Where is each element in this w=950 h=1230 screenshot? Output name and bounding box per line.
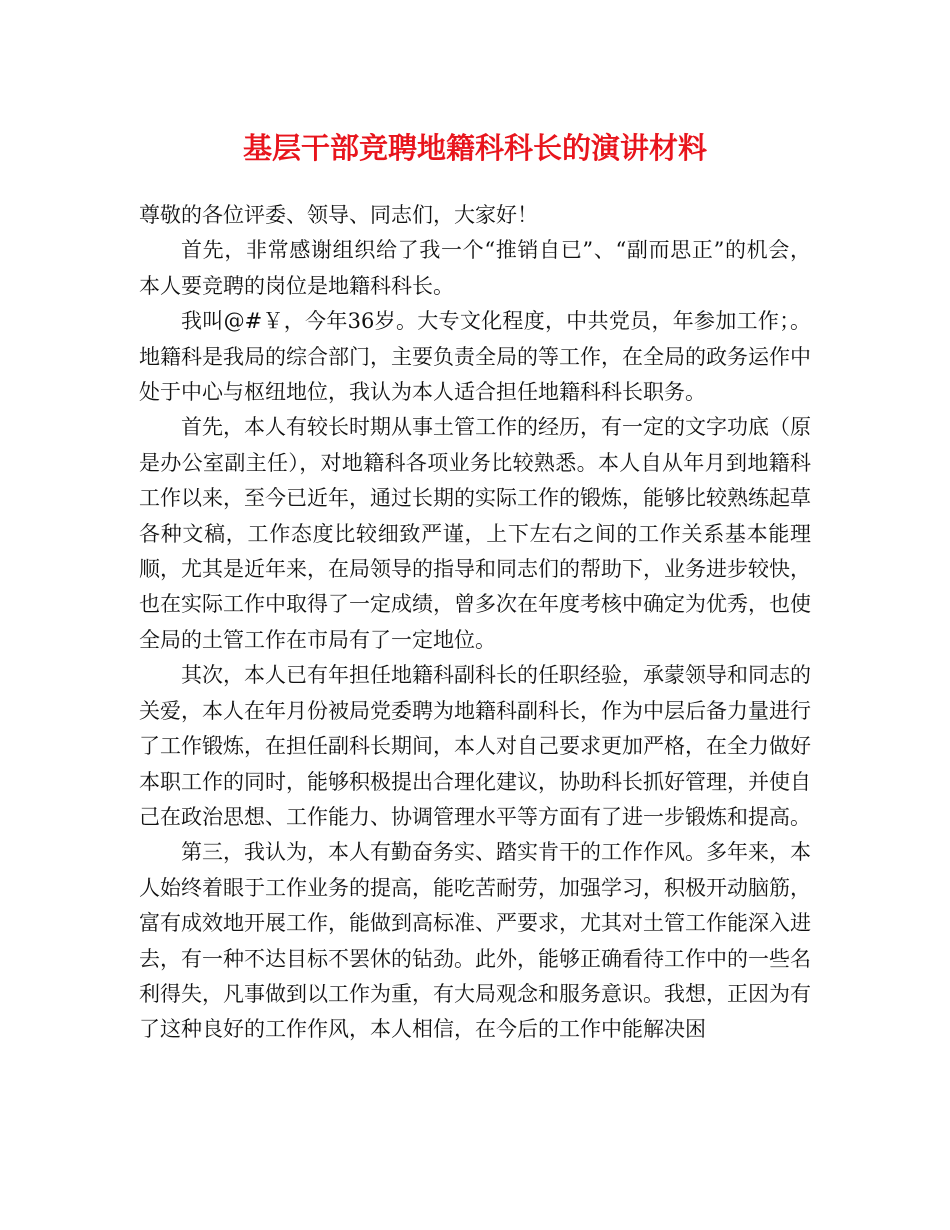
paragraph-thanks: 首先，非常感谢组织给了我一个“推销自已”、“副而思正”的机会，本人要竞聘的岗位是地籍科科长。 <box>139 238 811 298</box>
paragraph-work-style: 第三，我认为，本人有勤奋务实、踏实肯干的工作作风。多年来，本人始终着眼于工作业务的提高，能吃苦耐劳，加强学习，积极开动脑筋，富有成效地开展工作，能做到高标准、严要求，尤其对土管工作能深入进去，有一种不达目标不罢休的钻劲。此外，能够正确看待工作中的一些名利得失，凡事做到以工作为重，有大局观念和服务意识。我想，正因为有了这种良好的工作作风，本人相信，在今后的工作中能解决困 <box>139 840 811 1042</box>
document-body <box>139 198 811 1048</box>
paragraph-experience: 首先，本人有较长时期从事土管工作的经历，有一定的文字功底（原是办公室副主任），对地籍科各项业务比较熟悉。本人自从年月到地籍科工作以来，至今已近年，通过长期的实际工作的锻炼，能够比较熟练起草各种文稿，工作态度比较细致严谨，上下左右之间的工作关系基本能理顺，尤其是近年来，在局领导的指导和同志们的帮助下，业务进步较快，也在实际工作中取得了一定成绩，曾多次在年度考核中确定为优秀，也使全局的土管工作在市局有了一定地位。 <box>139 415 811 652</box>
paragraph-deputy-experience: 其次，本人已有年担任地籍科副科长的任职经验，承蒙领导和同志的关爱，本人在年月份被局党委聘为地籍科副科长，作为中层后备力量进行了工作锻炼，在担任副科长期间，本人对自己要求更加严格，在全力做好本职工作的同时，能够积极提出合理化建议，协助科长抓好管理，并使自己在政治思想、工作能力、协调管理水平等方面有了进一步锻炼和提高。 <box>139 663 811 829</box>
document-title: 基层干部竞聘地籍科科长的演讲材料 <box>242 131 707 165</box>
paragraph-introduction: 我叫@#￥，今年36岁。大专文化程度，中共党员，年参加工作；。地籍科是我局的综合部门，主要负责全局的等工作，在全局的政务运作中处于中心与枢纽地位，我认为本人适合担任地籍科科长职务。 <box>139 309 811 405</box>
salutation-paragraph: 尊敬的各位评委、领导、同志们，大家好！ <box>139 203 538 227</box>
